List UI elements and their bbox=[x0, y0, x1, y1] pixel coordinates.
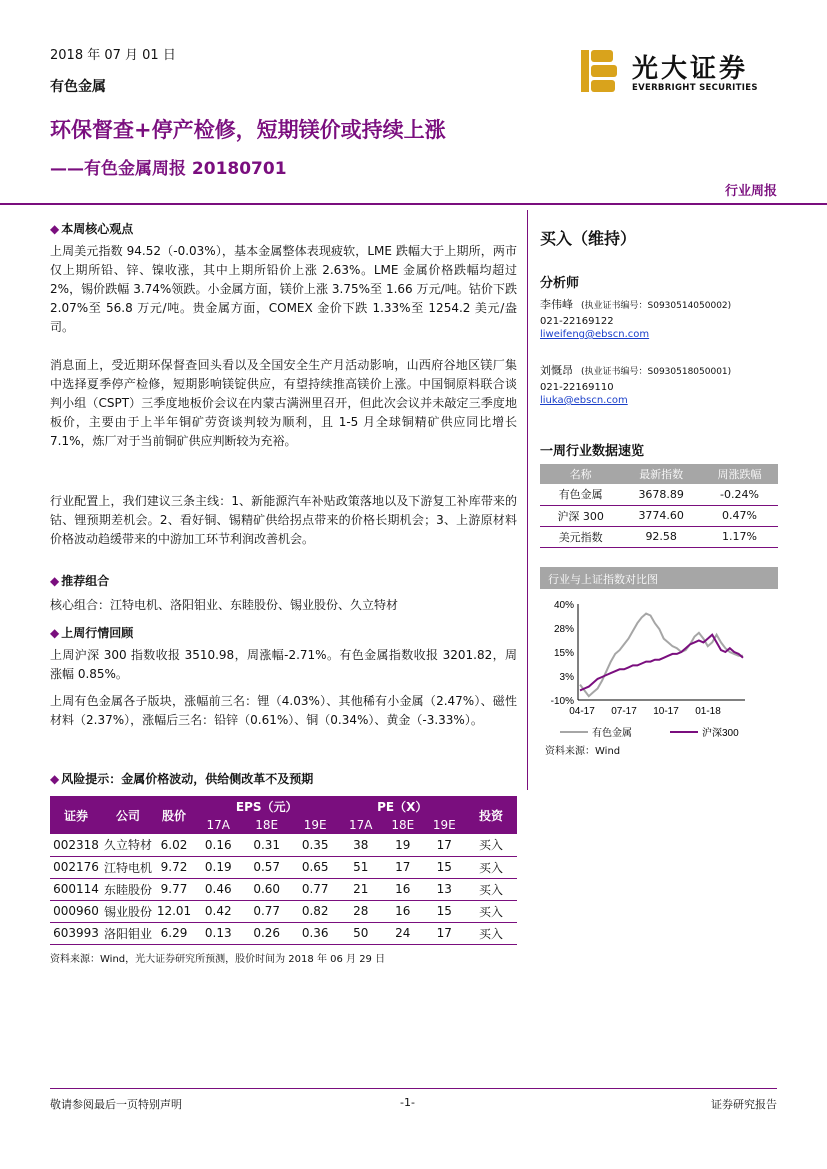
review-paragraph-2: 上周有色金属各子版块，涨幅前三名：锂（4.03%）、其他稀有小金属（2.47%）、磁性材料（2.37%），涨幅后三名：铅锌（0.61%）、铜（0.34%）、黄金（-3.33%）。 bbox=[50, 694, 517, 727]
table-cell: 600114 bbox=[50, 878, 102, 900]
stock-table bbox=[50, 796, 517, 945]
table-cell: 0.47% bbox=[722, 509, 757, 522]
y-tick-label: -10% bbox=[550, 696, 574, 707]
table-cell: 6.29 bbox=[154, 922, 194, 944]
wk-th-index: 最新指数 bbox=[621, 464, 701, 484]
table-cell: 0.42 bbox=[194, 900, 242, 922]
table-row bbox=[50, 922, 517, 944]
table-cell: 15 bbox=[423, 856, 465, 878]
sector-label: 有色金属 bbox=[50, 79, 106, 95]
table-cell: 002318 bbox=[50, 834, 102, 856]
table-cell: 买入 bbox=[465, 922, 517, 944]
th-rating: 投资 bbox=[465, 796, 517, 834]
table-cell: 92.58 bbox=[645, 530, 677, 543]
core-paragraph-2: 消息面上，受近期环保督查回头看以及全国安全生产月活动影响，山西府谷地区镁厂集中选择夏季停产检修，短期影响镁锭供应，有望持续推高镁价上涨。中国铜原料联合谈判小组（CSPT）三季度地板价会议在内蒙古满洲里召开，但此次会议并未敲定三季度地板价，主要由于上半年铜矿劳资谈判较为顺利，且 1-5 月全球铜精矿供应同比增长 7.1%，炼厂对于当前铜矿供应判断较为充裕。 bbox=[50, 358, 517, 448]
table-cell: 0.31 bbox=[242, 834, 290, 856]
wk-th-change: 周涨跌幅 bbox=[701, 464, 778, 484]
table-row bbox=[540, 505, 778, 526]
logo-text-cn: 光大证券 bbox=[632, 54, 749, 84]
table-cell: 买入 bbox=[465, 856, 517, 878]
analysts-heading: 分析师 bbox=[540, 276, 580, 291]
table-cell: 17 bbox=[423, 834, 465, 856]
analyst-name: 李伟峰 bbox=[540, 298, 573, 311]
analyst-cert: (执业证书编号：S0930514050002) bbox=[581, 301, 732, 311]
x-tick-label: 04-17 bbox=[569, 706, 595, 717]
table-row bbox=[540, 526, 778, 547]
table-cell: 0.36 bbox=[291, 922, 339, 944]
table-cell: 0.26 bbox=[242, 922, 290, 944]
table-cell: 16 bbox=[382, 900, 423, 922]
table-cell: 3678.89 bbox=[638, 487, 684, 501]
core-heading: ◆ 本周核心观点 bbox=[50, 222, 134, 236]
table-cell: 603993 bbox=[50, 922, 102, 944]
th-pe-17a: 17A bbox=[339, 816, 382, 834]
table-cell: 0.35 bbox=[291, 834, 339, 856]
diamond-icon: ◆ bbox=[50, 626, 60, 640]
diamond-icon: ◆ bbox=[50, 574, 60, 588]
y-tick-label: 28% bbox=[553, 624, 574, 635]
th-company: 公司 bbox=[102, 796, 154, 834]
table-cell: 0.77 bbox=[242, 900, 290, 922]
table-cell: 买入 bbox=[465, 900, 517, 922]
table-cell: 久立特材 bbox=[102, 834, 154, 856]
table-cell: 沪深 300 bbox=[557, 509, 604, 523]
wk-th-name: 名称 bbox=[540, 464, 621, 484]
logo-text-en: EVERBRIGHT SECURITIES bbox=[632, 83, 758, 93]
y-tick-label: 3% bbox=[559, 672, 574, 683]
series-line-0 bbox=[580, 614, 743, 697]
table-row bbox=[50, 878, 517, 900]
table-cell: 买入 bbox=[465, 878, 517, 900]
analyst-phone: 021-22169122 bbox=[540, 316, 614, 327]
review-paragraph-1: 上周沪深 300 指数收报 3510.98，周涨幅-2.71%。有色金属指数收报 3201.82，周涨幅 0.85%。 bbox=[50, 648, 517, 681]
analyst-name: 刘慨昂 bbox=[540, 364, 573, 377]
table-cell: 0.60 bbox=[242, 878, 290, 900]
table-cell: 江特电机 bbox=[102, 856, 154, 878]
table-cell: 9.72 bbox=[154, 856, 194, 878]
table-cell: 0.77 bbox=[291, 878, 339, 900]
analyst-phone: 021-22169110 bbox=[540, 382, 614, 393]
table-cell: 0.65 bbox=[291, 856, 339, 878]
table-cell: 3774.60 bbox=[638, 509, 684, 522]
table-cell: 21 bbox=[339, 878, 382, 900]
th-eps-19e: 19E bbox=[291, 816, 339, 834]
report-date: 2018 年 07 月 01 日 bbox=[50, 48, 176, 63]
table-cell: 28 bbox=[339, 900, 382, 922]
th-pe: PE（X） bbox=[339, 796, 465, 816]
column-divider bbox=[527, 210, 528, 790]
table-cell: 15 bbox=[423, 900, 465, 922]
table-cell: 洛阳钼业 bbox=[102, 922, 154, 944]
risk-heading: ◆ 风险提示：金属价格波动，供给侧改革不及预期 bbox=[50, 772, 314, 786]
footer-divider bbox=[50, 1088, 777, 1089]
rating: 买入（维持） bbox=[540, 229, 637, 248]
table-cell: 002176 bbox=[50, 856, 102, 878]
review-heading: ◆ 上周行情回顾 bbox=[50, 626, 134, 640]
table-cell: 13 bbox=[423, 878, 465, 900]
core-paragraph-1: 上周美元指数 94.52（-0.03%），基本金属整体表现疲软，LME 跌幅大于上期所，两市仅上期所铅、锌、镍收涨，其中上期所铅价上涨 2.63%。LME 金属价格跌幅均超过 2%，锡价跌幅 3.74%领跌。小金属方面，镁价上涨 3.75%至 1.66 万元/吨。钴价下跌 2.07%至 56.8 万元/吨。贵金属方面，COMEX 金价下跌 1.33%至 1254.2 美元/盎司。 bbox=[50, 244, 517, 334]
table-cell: 16 bbox=[382, 878, 423, 900]
y-tick-label: 15% bbox=[553, 648, 574, 659]
diamond-icon: ◆ bbox=[50, 772, 60, 786]
table-cell: 24 bbox=[382, 922, 423, 944]
table-cell: 38 bbox=[339, 834, 382, 856]
table-cell: 51 bbox=[339, 856, 382, 878]
comparison-chart bbox=[540, 592, 778, 748]
table-cell: 17 bbox=[382, 856, 423, 878]
footer-report-type: 证券研究报告 bbox=[711, 1098, 777, 1111]
th-eps-17a: 17A bbox=[194, 816, 242, 834]
report-type-tag: 行业周报 bbox=[724, 184, 777, 199]
table-cell: 9.77 bbox=[154, 878, 194, 900]
table-row bbox=[50, 900, 517, 922]
weekly-heading: 一周行业数据速览 bbox=[540, 444, 645, 459]
table-cell: 买入 bbox=[465, 834, 517, 856]
table-row bbox=[540, 484, 778, 505]
th-price: 股价 bbox=[154, 796, 194, 834]
table-cell: 1.17% bbox=[722, 530, 757, 543]
header-divider bbox=[0, 203, 827, 205]
analyst-1 bbox=[540, 296, 780, 340]
table-cell: 0.46 bbox=[194, 878, 242, 900]
diamond-icon: ◆ bbox=[50, 222, 60, 236]
legend-label: 有色金属 bbox=[592, 728, 632, 739]
table-cell: -0.24% bbox=[720, 487, 759, 501]
analyst-cert: (执业证书编号：S0930518050001) bbox=[581, 367, 732, 377]
table-cell: 12.01 bbox=[154, 900, 194, 922]
x-tick-label: 07-17 bbox=[611, 706, 637, 717]
table-cell: 锡业股份 bbox=[102, 900, 154, 922]
analyst-email[interactable]: liweifeng@ebscn.com bbox=[540, 329, 650, 340]
analyst-2 bbox=[540, 362, 780, 406]
y-tick-label: 40% bbox=[553, 600, 574, 611]
table-row bbox=[50, 834, 517, 856]
table-cell: 0.19 bbox=[194, 856, 242, 878]
th-pe-19e: 19E bbox=[423, 816, 465, 834]
table-cell: 6.02 bbox=[154, 834, 194, 856]
logo-mark-icon bbox=[577, 48, 625, 96]
analyst-email[interactable]: liuka@ebscn.com bbox=[540, 395, 628, 406]
series-line-1 bbox=[580, 635, 743, 691]
table-cell: 0.82 bbox=[291, 900, 339, 922]
table-cell: 有色金属 bbox=[558, 488, 603, 502]
th-pe-18e: 18E bbox=[382, 816, 423, 834]
chart-source: 资料来源：Wind bbox=[545, 746, 621, 757]
table-cell: 17 bbox=[423, 922, 465, 944]
th-code: 证券 bbox=[50, 796, 102, 834]
table-cell: 美元指数 bbox=[558, 530, 603, 544]
page-subtitle: ——有色金属周报 20180701 bbox=[50, 159, 287, 179]
legend-label: 沪深300 bbox=[702, 728, 739, 739]
x-tick-label: 10-17 bbox=[653, 706, 679, 717]
recommend-text: 核心组合：江特电机、洛阳钼业、东睦股份、锡业股份、久立特材 bbox=[50, 598, 399, 612]
core-paragraph-3: 行业配置上，我们建议三条主线：1、新能源汽车补贴政策落地以及下游复工补库带来的钴、锂预期差机会。2、看好铜、锡精矿供给拐点带来的价格长期机会；3、上游原材料价格波动趋缓带来的中游加工环节利润改善机会。 bbox=[50, 494, 517, 546]
table-row bbox=[50, 856, 517, 878]
chart-title: 行业与上证指数对比图 bbox=[540, 567, 778, 589]
table-cell: 0.57 bbox=[242, 856, 290, 878]
table-cell: 东睦股份 bbox=[102, 878, 154, 900]
th-eps: EPS（元） bbox=[194, 796, 339, 816]
table-cell: 0.16 bbox=[194, 834, 242, 856]
page-number: -1- bbox=[400, 1096, 415, 1109]
table-cell: 19 bbox=[382, 834, 423, 856]
table-cell: 000960 bbox=[50, 900, 102, 922]
page-title: 环保督查+停产检修，短期镁价或持续上涨 bbox=[50, 118, 446, 142]
footer-disclaimer: 敬请参阅最后一页特别声明 bbox=[50, 1098, 182, 1111]
recommend-heading: ◆ 推荐组合 bbox=[50, 574, 110, 588]
weekly-table bbox=[540, 464, 778, 548]
table-cell: 0.13 bbox=[194, 922, 242, 944]
x-tick-label: 01-18 bbox=[695, 706, 721, 717]
stock-table-note: 资料来源：Wind，光大证券研究所预测，股价时间为 2018 年 06 月 29 日 bbox=[50, 954, 386, 965]
logo bbox=[577, 48, 625, 96]
table-cell: 50 bbox=[339, 922, 382, 944]
th-eps-18e: 18E bbox=[242, 816, 290, 834]
